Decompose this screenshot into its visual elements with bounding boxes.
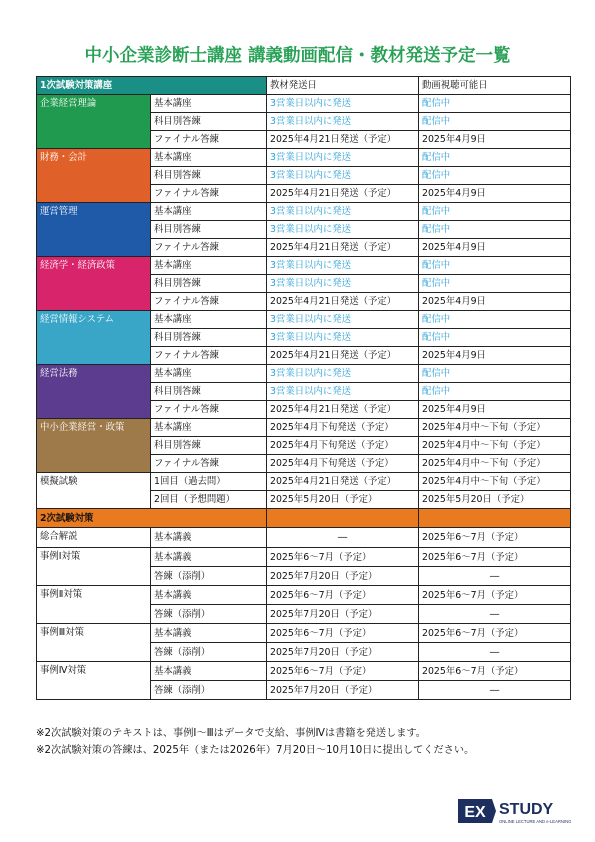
material-date-cell: 2025年7月20日（予定） [267,643,419,662]
course-cell: 基本講義 [151,624,267,643]
table-row [37,95,571,113]
video-date-cell: 2025年4月9日 [419,347,571,365]
note-2: ※2次試験対策の答練は、2025年（または2026年）7月20日～10月10日に提出してください。 [36,745,475,756]
course-cell: 答練（添削） [151,681,267,700]
video-date-cell: ― [419,643,571,662]
material-date-cell: 2025年4月21日発送（予定） [267,401,419,419]
table-row [37,365,571,383]
material-date-cell: 2025年4月21日発送（予定） [267,347,419,365]
section1-heading: 1次試験対策講座 [37,77,267,95]
table-row [37,203,571,221]
course-cell: 基本講座 [151,257,267,275]
material-date-cell: 2025年6～7月（予定） [267,586,419,605]
table-row [37,149,571,167]
video-date-cell: 配信中 [419,257,571,275]
table-row [37,586,571,605]
course-cell: 科目別答練 [151,329,267,347]
course-cell: 1回目（過去問） [151,473,267,491]
column-header-material: 教材発送日 [267,77,419,95]
note-1: ※2次試験対策のテキストは、事例Ⅰ～Ⅲはデータで支給、事例Ⅳは書籍を発送します。 [36,728,426,739]
video-date-cell: ― [419,605,571,624]
table-row [37,624,571,643]
course-cell: ファイナル答練 [151,401,267,419]
video-date-cell: 配信中 [419,275,571,293]
material-date-cell: 3営業日以内に発送 [267,221,419,239]
course-cell: 基本講座 [151,365,267,383]
material-date-cell: 2025年4月21日発送（予定） [267,293,419,311]
video-date-cell: 2025年4月中～下旬（予定） [419,455,571,473]
video-date-cell: 2025年4月9日 [419,293,571,311]
material-date-cell: 3営業日以内に発送 [267,95,419,113]
table-row [37,311,571,329]
course-cell: 基本講座 [151,419,267,437]
course-cell: 基本講座 [151,203,267,221]
course-cell: 基本講座 [151,149,267,167]
course-cell: ファイナル答練 [151,239,267,257]
course-cell: ファイナル答練 [151,185,267,203]
material-date-cell: 3営業日以内に発送 [267,203,419,221]
video-date-cell: 2025年4月9日 [419,185,571,203]
material-date-cell: 3営業日以内に発送 [267,365,419,383]
course-cell: 答練（添削） [151,567,267,586]
material-date-cell: 2025年5月20日（予定） [267,491,419,509]
material-date-cell: 2025年4月下旬発送（予定） [267,455,419,473]
subject-cell: 総合解説 [37,528,151,548]
logo-tagline: ONLINE LECTURE AND e-LEARNING [499,819,572,824]
subject-cell: 企業経営理論 [37,95,151,149]
material-date-cell: 3営業日以内に発送 [267,149,419,167]
material-date-cell: 2025年6～7月（予定） [267,548,419,567]
table-row [37,419,571,437]
course-cell: 科目別答練 [151,221,267,239]
subject-cell: 運営管理 [37,203,151,257]
subject-cell: 経営法務 [37,365,151,419]
video-date-cell: 2025年6～7月（予定） [419,662,571,681]
video-date-cell: 2025年4月中～下旬（予定） [419,437,571,455]
video-date-cell: 配信中 [419,311,571,329]
material-date-cell: 2025年4月21日発送（予定） [267,185,419,203]
course-cell: 科目別答練 [151,275,267,293]
video-date-cell: 2025年4月中～下旬（予定） [419,419,571,437]
material-date-cell: ― [267,528,419,548]
subject-cell: 経済学・経済政策 [37,257,151,311]
table-row [37,662,571,681]
material-date-cell: 3営業日以内に発送 [267,311,419,329]
material-date-cell: 2025年6～7月（予定） [267,662,419,681]
section2-heading: 2次試験対策 [37,509,267,528]
material-date-cell: 3営業日以内に発送 [267,167,419,185]
video-date-cell: 2025年6～7月（予定） [419,586,571,605]
course-cell: 答練（添削） [151,605,267,624]
video-date-cell: 2025年4月9日 [419,239,571,257]
material-date-cell: 2025年4月21日発送（予定） [267,131,419,149]
material-date-cell: 2025年4月下旬発送（予定） [267,419,419,437]
course-cell: ファイナル答練 [151,131,267,149]
subject-cell: 事例Ⅱ対策 [37,586,151,624]
table-row [37,548,571,567]
video-date-cell: 2025年6～7月（予定） [419,528,571,548]
video-date-cell: 配信中 [419,113,571,131]
material-date-cell: 2025年4月下旬発送（予定） [267,437,419,455]
material-date-cell: 2025年7月20日（予定） [267,681,419,700]
course-cell: 基本講義 [151,528,267,548]
ex-study-logo [456,795,572,827]
course-cell: 答練（添削） [151,643,267,662]
video-date-cell: 配信中 [419,383,571,401]
material-date-cell: 2025年7月20日（予定） [267,567,419,586]
course-cell: 基本講義 [151,662,267,681]
course-cell: 科目別答練 [151,167,267,185]
logo-mark: EX [464,804,486,821]
table-row [37,528,571,548]
subject-cell: 経営情報システム [37,311,151,365]
course-cell: 基本講座 [151,95,267,113]
course-cell: 基本講義 [151,548,267,567]
course-cell: 基本講義 [151,586,267,605]
column-header-video: 動画視聴可能日 [419,77,571,95]
material-date-cell: 3営業日以内に発送 [267,329,419,347]
subject-cell: 事例Ⅰ対策 [37,548,151,586]
video-date-cell: 2025年4月9日 [419,131,571,149]
course-cell: ファイナル答練 [151,455,267,473]
schedule-table [36,76,571,700]
video-date-cell: 2025年4月9日 [419,401,571,419]
material-date-cell: 3営業日以内に発送 [267,113,419,131]
section2-header-fill [419,509,571,528]
table-row [37,473,571,491]
subject-cell: 財務・会計 [37,149,151,203]
video-date-cell: 配信中 [419,329,571,347]
material-date-cell: 3営業日以内に発送 [267,383,419,401]
video-date-cell: 配信中 [419,221,571,239]
subject-cell: 模擬試験 [37,473,151,509]
video-date-cell: 配信中 [419,149,571,167]
section2-header-fill [267,509,419,528]
course-cell: 基本講座 [151,311,267,329]
material-date-cell: 2025年6～7月（予定） [267,624,419,643]
subject-cell: 事例Ⅲ対策 [37,624,151,662]
course-cell: ファイナル答練 [151,347,267,365]
material-date-cell: 3営業日以内に発送 [267,257,419,275]
table-row [37,257,571,275]
subject-cell: 事例Ⅳ対策 [37,662,151,700]
video-date-cell: 配信中 [419,95,571,113]
course-cell: 科目別答練 [151,383,267,401]
material-date-cell: 2025年4月21日発送（予定） [267,473,419,491]
subject-cell: 中小企業経営・政策 [37,419,151,473]
course-cell: 科目別答練 [151,113,267,131]
video-date-cell: ― [419,681,571,700]
logo-word: STUDY [499,801,554,818]
course-cell: ファイナル答練 [151,293,267,311]
course-cell: 科目別答練 [151,437,267,455]
video-date-cell: 2025年6～7月（予定） [419,548,571,567]
video-date-cell: 配信中 [419,365,571,383]
video-date-cell: 2025年6～7月（予定） [419,624,571,643]
course-cell: 2回目（予想問題） [151,491,267,509]
video-date-cell: 2025年5月20日（予定） [419,491,571,509]
page-title: 中小企業診断士講座 講義動画配信・教材発送予定一覧 [84,46,511,66]
video-date-cell: 配信中 [419,203,571,221]
material-date-cell: 2025年4月21日発送（予定） [267,239,419,257]
video-date-cell: 2025年4月中～下旬（予定） [419,473,571,491]
video-date-cell: ― [419,567,571,586]
video-date-cell: 配信中 [419,167,571,185]
material-date-cell: 2025年7月20日（予定） [267,605,419,624]
material-date-cell: 3営業日以内に発送 [267,275,419,293]
